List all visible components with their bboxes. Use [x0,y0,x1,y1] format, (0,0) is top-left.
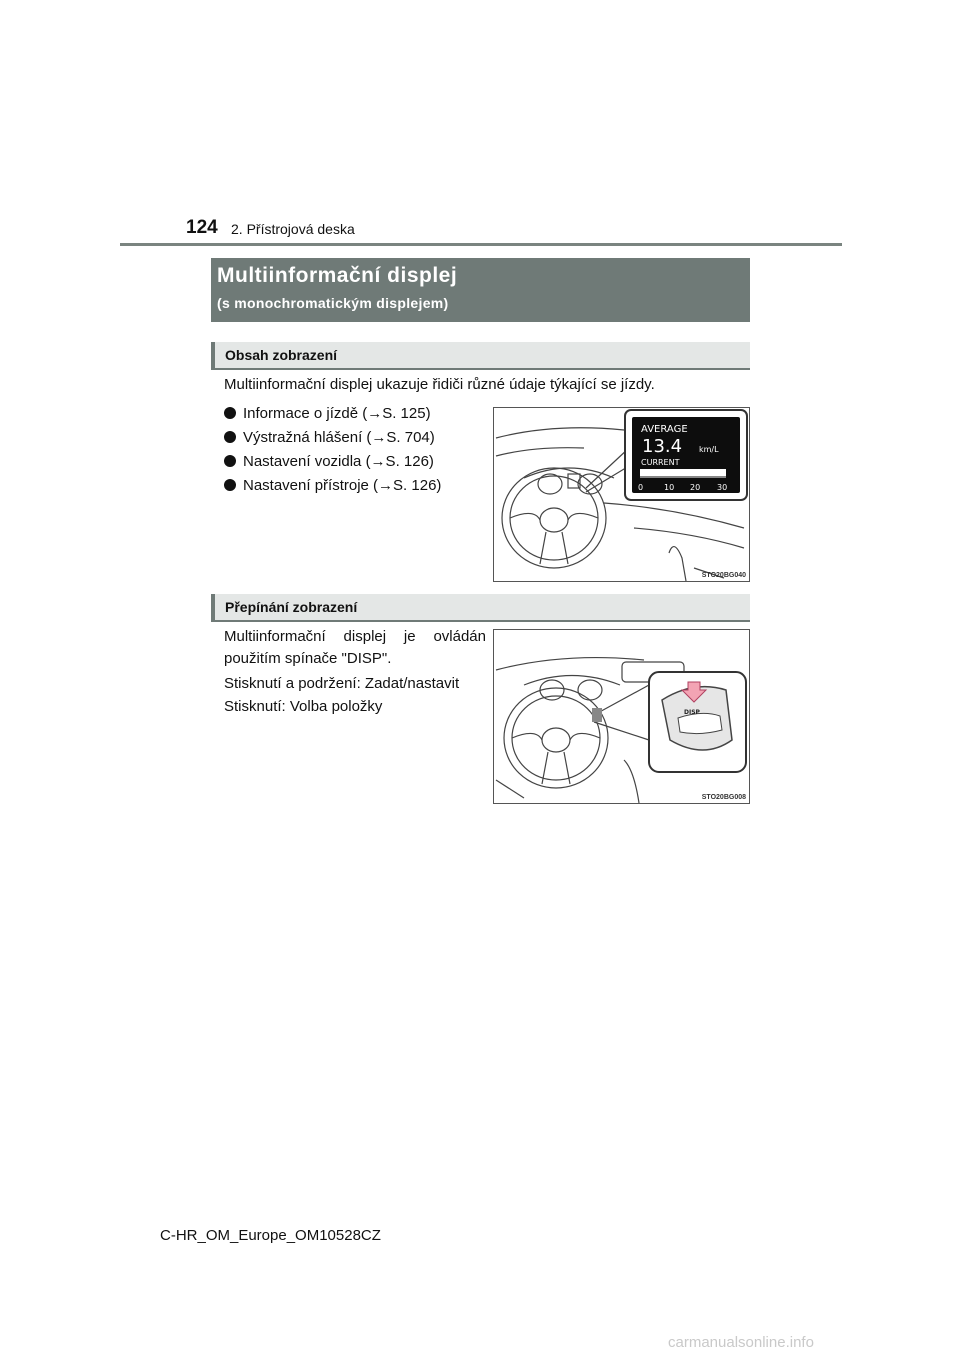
watermark: carmanualsonline.info [668,1334,814,1351]
scale-label: 10 [664,483,675,492]
scale-label: 0 [638,483,644,492]
scale-label: 20 [690,483,701,492]
paragraph-press: Stisknutí: Volba položky [224,698,383,715]
bullet-item: Informace o jízdě (→S. 125) [224,405,431,422]
bullet-item: Nastavení přístroje (→S. 126) [224,477,441,494]
figure-code: STO20BG040 [701,572,746,579]
page-title: Multiinformační displej [217,264,458,287]
figure-disp-switch [493,629,750,804]
cockpit-illustration [494,408,749,581]
figure-cockpit-display [493,407,750,582]
document-id: C-HR_OM_Europe_OM10528CZ [160,1227,381,1244]
section-heading-text: Obsah zobrazení [225,347,338,363]
paragraph-disp-switch: Multiinformační displej je ovládán použitím spínače "DISP". [224,628,486,667]
page-number: 124 [186,217,218,238]
display-label-current: CURRENT [641,458,680,467]
bullet-dot-icon [224,407,236,419]
section-heading-contents [211,342,750,370]
paragraph-press-hold: Stisknutí a podržení: Zadat/nastavit [224,675,460,692]
page-subtitle: (s monochromatickým displejem) [217,295,449,311]
bullet-dot-icon [224,479,236,491]
section-heading-text: Přepínání zobrazení [225,599,358,615]
disp-button-label: DISP [684,709,700,716]
figure-code: STO20BG008 [701,794,746,801]
intro-text: Multiinformační displej ukazuje řidiči různé údaje týkající se jízdy. [224,376,655,393]
title-bar [211,258,750,322]
bullet-dot-icon [224,431,236,443]
bullet-item: Výstražná hlášení (→S. 704) [224,429,435,446]
display-value: 13.4 [642,436,683,457]
scale-label: 30 [717,483,728,492]
section-heading-switching [211,594,750,622]
chapter-title: 2. Přístrojová deska [231,221,355,237]
bullet-item: Nastavení vozidla (→S. 126) [224,453,434,470]
bullet-dot-icon [224,455,236,467]
header-rule [120,243,842,246]
current-bar [640,469,726,476]
steering-wheel-illustration [494,630,749,803]
display-label-average: AVERAGE [641,424,688,435]
display-unit: km/L [699,445,719,454]
